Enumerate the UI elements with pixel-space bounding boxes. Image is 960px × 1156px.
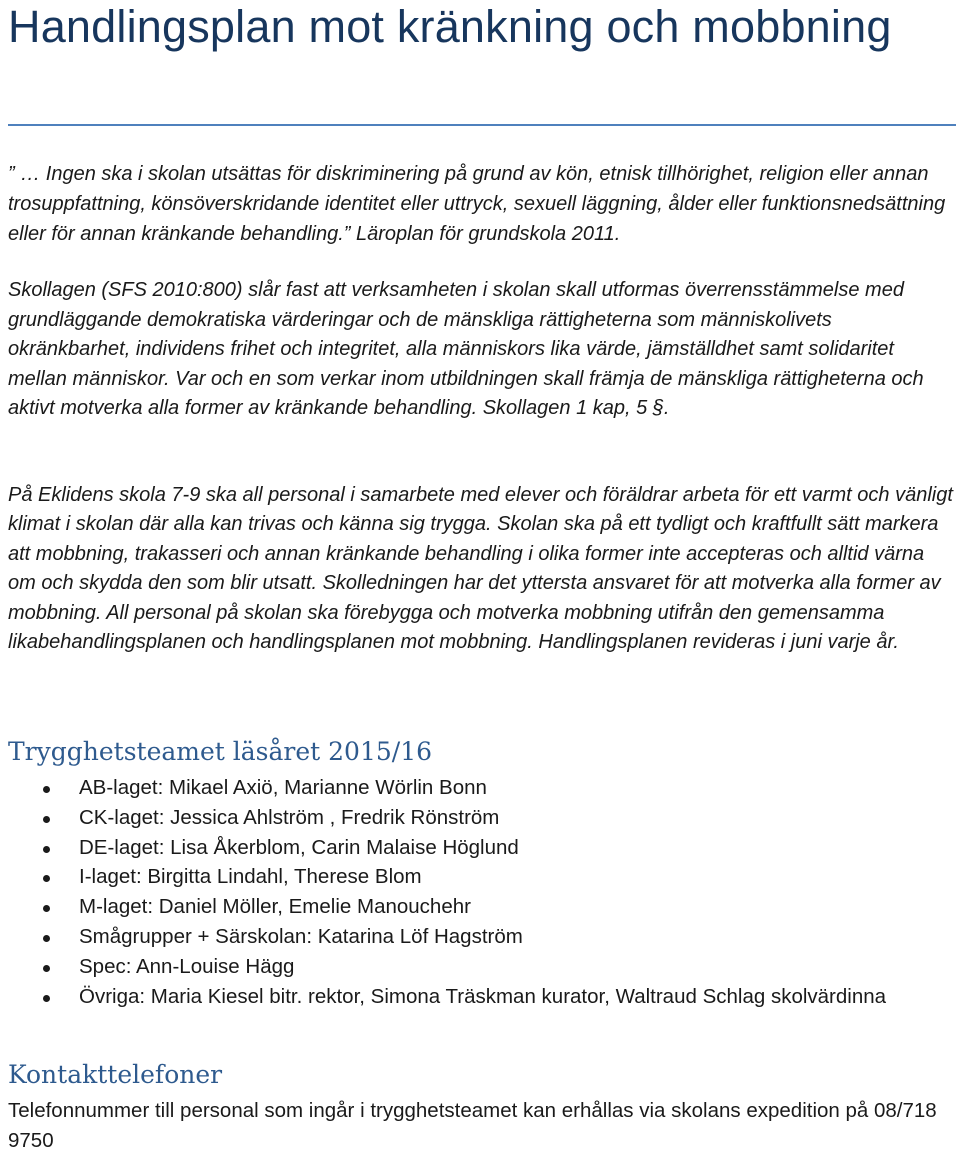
list-item (8, 892, 958, 922)
team-heading: Trygghetsteamet läsåret 2015/16 (8, 737, 432, 766)
list-item (8, 833, 958, 863)
bullet-icon (43, 786, 50, 793)
bullet-icon (43, 816, 50, 823)
title-divider (8, 124, 956, 126)
list-item (8, 803, 958, 833)
bullet-icon (43, 935, 50, 942)
document-page (8, 0, 954, 1152)
list-item (8, 862, 958, 892)
bullet-icon (43, 846, 50, 853)
list-item (8, 982, 958, 1012)
school-law-paragraph: Skollagen (SFS 2010:800) slår fast att verksamheten i skolan skall utformas överrensstämmelse med grundläggande demokratiska värderingar och de mänskliga rättigheterna som människolivets okränkbarhet, individens frihet och integritet, alla människors lika värde, jämställdhet samt solidaritet mellan människor. Var och en som verkar inom utbildningen skall främja de mänskliga rättigheterna och aktivt motverka alla former av kränkande behandling. Skollagen 1 kap, 5 §. (8, 279, 924, 419)
team-member-list (8, 773, 958, 1011)
team-member: M-laget: Daniel Möller, Emelie Manouchehr (79, 895, 471, 919)
document-title: Handlingsplan mot kränkning och mobbning (8, 1, 892, 52)
team-member: CK-laget: Jessica Ahlström , Fredrik Rönström (79, 805, 500, 829)
curriculum-quote: ” … Ingen ska i skolan utsättas för diskriminering på grund av kön, etnisk tillhörighet, religion eller annan trosuppfattning, könsöverskridande identitet eller uttryck, sexuell läggning, ålder eller funktionsnedsättning eller för annan kränkande behandling.” Läroplan för grundskola 2011. (8, 163, 946, 245)
school-policy-paragraph: På Eklidens skola 7-9 ska all personal i samarbete med elever och föräldrar arbeta för ett varmt och vänligt klimat i skolan där alla kan trivas och känna sig trygga. Skolan ska på ett tydligt och kraftfullt sätt markera att mobbning, trakasseri och annan kränkande behandling i olika former inte accepteras och alltid värna om och skydda den som blir utsatt. Skolledningen har det yttersta ansvaret för att motverka alla former av mobbning. All personal på skolan ska förebygga och motverka mobbning utifrån den gemensamma likabehandlingsplanen och handlingsplanen mot mobbning. Handlingsplanen revideras i juni varje år. (8, 484, 953, 654)
list-item (8, 922, 958, 952)
bullet-icon (43, 995, 50, 1002)
bullet-icon (43, 905, 50, 912)
team-member: DE-laget: Lisa Åkerblom, Carin Malaise Höglund (79, 835, 519, 859)
team-member: Spec: Ann-Louise Hägg (79, 954, 295, 978)
contact-text: Telefonnummer till personal som ingår i trygghetsteamet kan erhållas via skolans expedition på 08/718 9750 (8, 1099, 937, 1152)
team-member: Övriga: Maria Kiesel bitr. rektor, Simona Träskman kurator, Waltraud Schlag skolvärdinna (79, 984, 887, 1008)
team-member: I-laget: Birgitta Lindahl, Therese Blom (79, 865, 422, 889)
contact-heading: Kontakttelefoner (8, 1060, 223, 1089)
team-member: AB-laget: Mikael Axiö, Marianne Wörlin Bonn (79, 776, 487, 799)
list-item (8, 773, 958, 803)
list-item (8, 952, 958, 982)
bullet-icon (43, 965, 50, 972)
bullet-icon (43, 875, 50, 882)
team-member: Smågrupper + Särskolan: Katarina Löf Hagström (79, 924, 523, 948)
